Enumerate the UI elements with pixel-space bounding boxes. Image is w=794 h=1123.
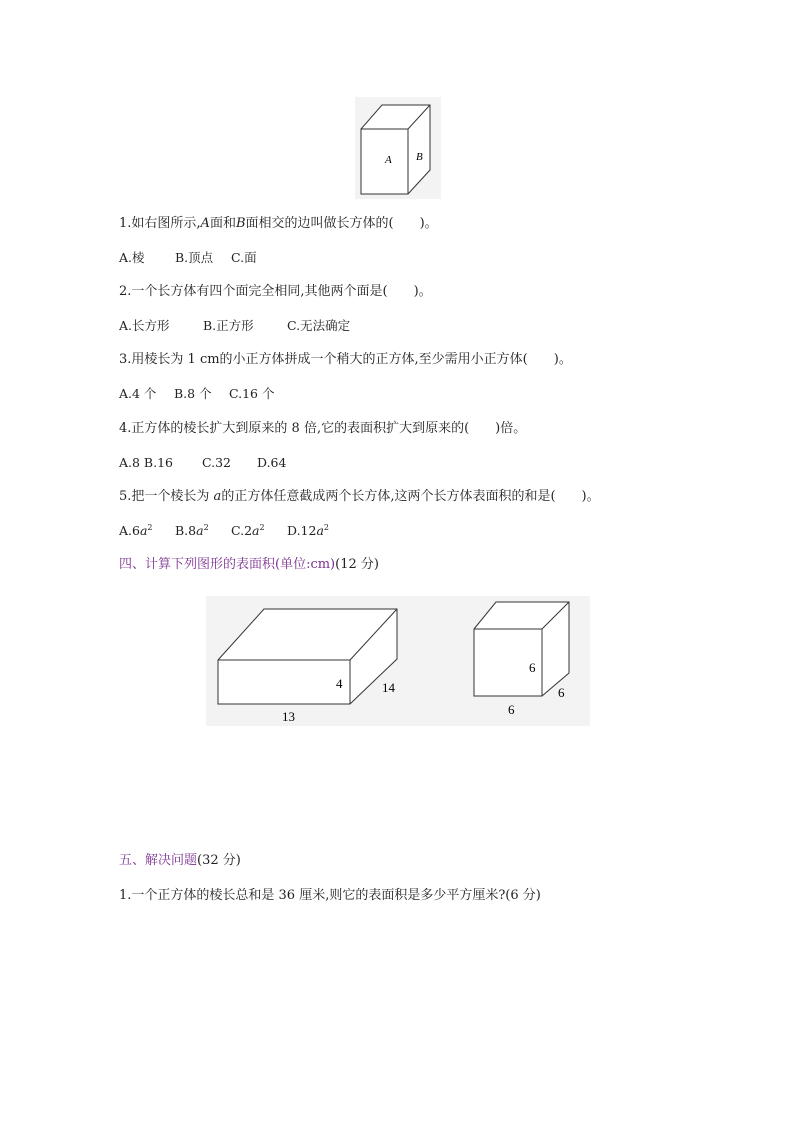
question-4: 4.正方体的棱长扩大到原来的 8 倍,它的表面积扩大到原来的( )倍。 <box>119 421 527 436</box>
question-2: 2.一个长方体有四个面完全相同,其他两个面是( )。 <box>119 284 432 299</box>
option: C.16 个 <box>229 386 275 401</box>
option: A.4 个 <box>119 386 157 401</box>
option: A.棱 <box>119 250 145 265</box>
question-1: 1.如右图所示,A面和B面相交的边叫做长方体的( )。 <box>119 216 438 231</box>
question-5: 5.把一个棱长为 a的正方体任意截成两个长方体,这两个长方体表面积的和是( )。 <box>119 489 600 504</box>
question-3: 3.用棱长为 1 cm的小正方体拼成一个稍大的正方体,至少需用小正方体( )。 <box>119 352 572 367</box>
cube-length-label: 6 <box>508 702 515 717</box>
cube-label-a: A <box>385 154 392 166</box>
cube-figure-6 <box>474 602 569 696</box>
problem-1: 1.一个正方体的棱长总和是 36 厘米,则它的表面积是多少平方厘米?(6 分) <box>119 888 541 903</box>
option: $C.2a^2$ <box>231 522 265 538</box>
option: B.正方形 <box>203 318 254 333</box>
cuboid-height-label: 4 <box>336 676 343 691</box>
option: B.8 个 <box>174 386 212 401</box>
section-4-heading: 四、计算下列图形的表面积(单位:cm)(12 分) <box>119 557 379 572</box>
option: A.长方形 <box>119 318 170 333</box>
option: C.无法确定 <box>287 318 351 333</box>
question-2-options <box>119 317 350 335</box>
option: $B.8a^2$ <box>175 522 209 538</box>
question-4-options <box>119 454 286 472</box>
section-5-heading: 五、解决问题(32 分) <box>119 853 241 868</box>
option: B.顶点 <box>175 250 214 265</box>
option: A.8 B.16 <box>119 455 173 470</box>
cube-label-b: B <box>416 151 423 163</box>
cube-width-label: 6 <box>558 685 565 700</box>
question-3-options <box>119 385 274 403</box>
option: C.面 <box>231 250 257 265</box>
question-5-options <box>119 522 329 540</box>
option: $A.6a^2$ <box>119 522 153 538</box>
cube-height-label: 6 <box>529 660 536 675</box>
surface-area-figures <box>206 596 590 726</box>
option: $D.12a^2$ <box>287 522 330 538</box>
option: C.32 <box>202 455 231 470</box>
option: D.64 <box>257 455 287 470</box>
cuboid-width-label: 14 <box>382 680 395 695</box>
question-1-options <box>119 249 257 267</box>
cuboid-length-label: 13 <box>282 709 295 724</box>
cube-figure-ab <box>355 97 441 199</box>
